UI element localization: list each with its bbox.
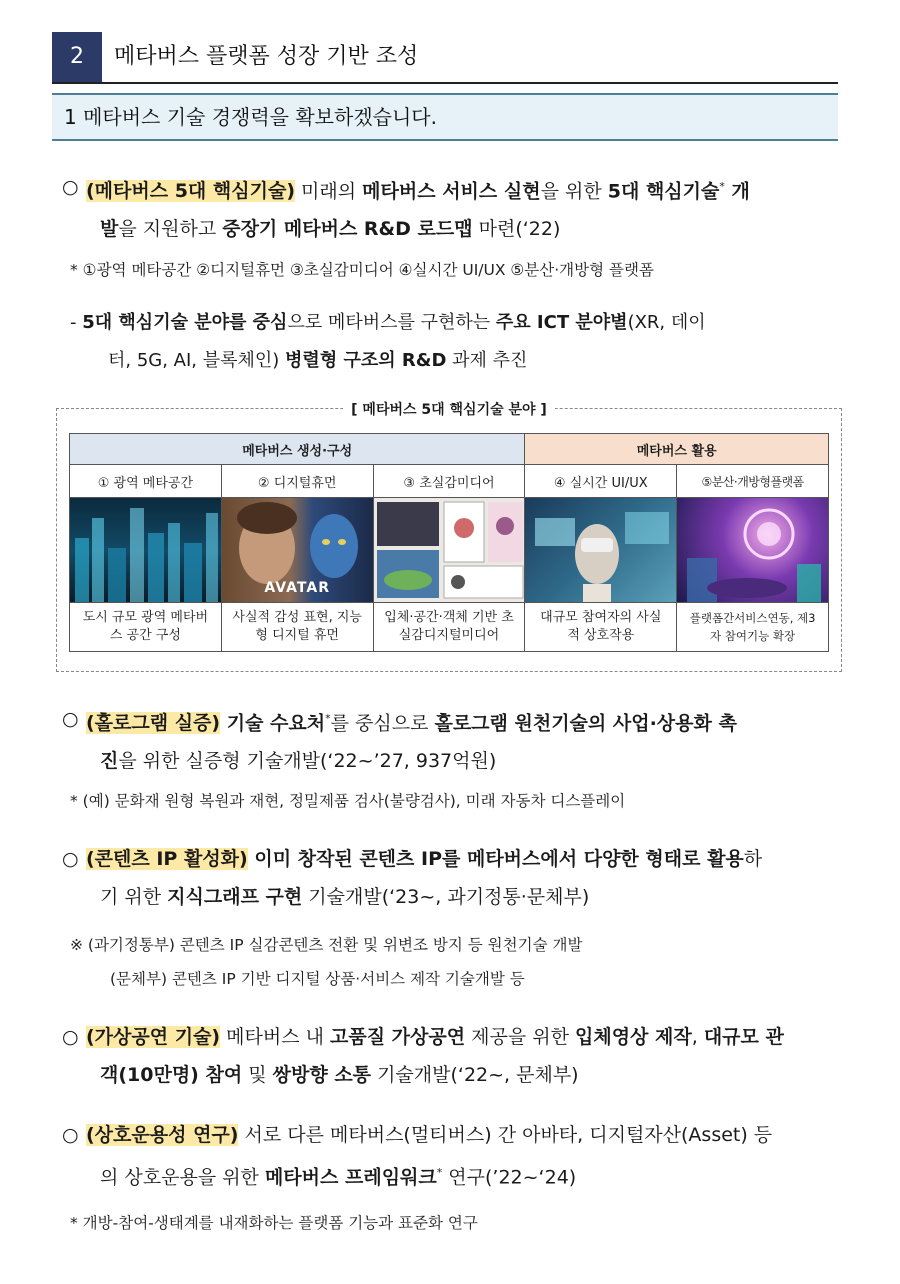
footnote-hologram: * (예) 문화재 원형 복원과 재현, 정밀제품 검사(불량검사), 미래 자동차 디스플레이 — [70, 792, 626, 810]
group-utilization: 메타버스 활용 — [525, 434, 829, 465]
tag-interoperability: (상호운용성 연구) — [86, 1124, 239, 1146]
city-metaverse-image — [70, 498, 221, 602]
paragraph-content-ip: ○ (콘텐츠 IP 활성화) 이미 창작된 콘텐츠 IP를 메타버스에서 다양한 형태로 활용하 기 위한 지식그래프 구현 기술개발(‘23~, 과기정통·문체부) — [62, 848, 763, 908]
desc-digital-human: 사실적 감성 표현, 지능 형 디지털 휴먼 — [221, 603, 373, 652]
paragraph-core-tech: ○ (메타버스 5대 핵심기술) 미래의 메타버스 서비스 실현을 위한 5대 핵심기술* 개 발을 지원하고 중장기 메타버스 R&D 로드맵 마련(‘22) — [62, 168, 852, 248]
tag-core-tech: (메타버스 5대 핵심기술) — [86, 180, 296, 203]
desc-wide-metaspace: 도시 규모 광역 메타버 스 공간 구성 — [70, 603, 222, 652]
footnote-core-tech: * ①광역 메타공간 ②디지털휴먼 ③초실감미디어 ④실시간 UI/UX ⑤분산·개방형 플랫폼 — [70, 261, 654, 279]
tag-hologram: (홀로그램 실증) — [86, 712, 221, 735]
category-wide-metaspace: ① 광역 메타공간 — [70, 465, 222, 498]
bullet-circle: ○ — [62, 176, 79, 198]
category-open-platform: ⑤분산·개방형플랫폼 — [677, 465, 829, 498]
figure-caption: [ 메타버스 5대 핵심기술 분야 ] — [343, 402, 555, 418]
core-tech-table — [69, 433, 829, 652]
paragraph-virtual-performance: ○ (가상공연 기술) 메타버스 내 고품질 가상공연 제공을 위한 입체영상 제작, 대규모 관 객(10만명) 참여 및 쌍방향 소통 기술개발(‘22~, 문체부) — [62, 1026, 784, 1086]
desc-realtime-uiux: 대규모 참여자의 사실 적 상호작용 — [525, 603, 677, 652]
reference-note-msit: ※ (과기정통부) 콘텐츠 IP 실감콘텐츠 전환 및 위변조 방지 등 원천기술 개발 — [70, 936, 583, 954]
category-realtime-uiux: ④ 실시간 UI/UX — [525, 465, 677, 498]
reference-note-mcst: (문체부) 콘텐츠 IP 기반 디지털 상품·서비스 제작 기술개발 등 — [110, 970, 525, 988]
paragraph-hologram: ○ (홀로그램 실증) 기술 수요처*를 중심으로 홀로그램 원천기술의 사업·상용화 촉 진을 위한 실증형 기술개발(‘22~’27, 937억원) — [62, 708, 737, 773]
category-digital-human: ② 디지털휴먼 — [221, 465, 373, 498]
section-number: 2 — [52, 32, 102, 82]
core-tech-figure — [56, 402, 842, 672]
realtime-uiux-vr-image — [525, 498, 676, 602]
paragraph-interoperability: ○ (상호운용성 연구) 서로 다른 메타버스(멀티버스) 간 아바타, 디지털자산(Asset) 등 의 상호운용을 위한 메타버스 프레임워크* 연구(’22~‘24) — [62, 1124, 773, 1189]
section-title: 메타버스 플랫폼 성장 기반 조성 — [114, 44, 419, 69]
subsection-title: 1 메타버스 기술 경쟁력을 확보하겠습니다. — [64, 105, 437, 129]
open-platform-virtual-world-image — [677, 498, 828, 602]
tag-virtual-performance: (가상공연 기술) — [86, 1026, 221, 1048]
desc-open-platform: 플랫폼간서비스연동, 제3 자 참여기능 확장 — [677, 603, 829, 652]
section-header — [52, 32, 838, 84]
group-creation: 메타버스 생성·구성 — [70, 434, 525, 465]
desc-immersive-media: 입체·공간·객체 기반 초 실감디지털미디어 — [373, 603, 525, 652]
footnote-interoperability: * 개방-참여-생태계를 내재화하는 플랫폼 기능과 표준화 연구 — [70, 1214, 478, 1232]
avatar-label: AVATAR — [264, 580, 330, 596]
sub-item-rnd: - 5대 핵심기술 분야를 중심으로 메타버스를 구현하는 주요 ICT 분야별(XR, 데이 터, 5G, AI, 블록체인) 병렬형 구조의 R&D 과제 추진 — [70, 312, 706, 371]
tag-content-ip: (콘텐츠 IP 활성화) — [86, 848, 248, 870]
immersive-media-collage-image — [374, 498, 525, 602]
subsection-header — [52, 93, 838, 141]
digital-human-avatar-image — [222, 498, 373, 602]
category-immersive-media: ③ 초실감미디어 — [373, 465, 525, 498]
